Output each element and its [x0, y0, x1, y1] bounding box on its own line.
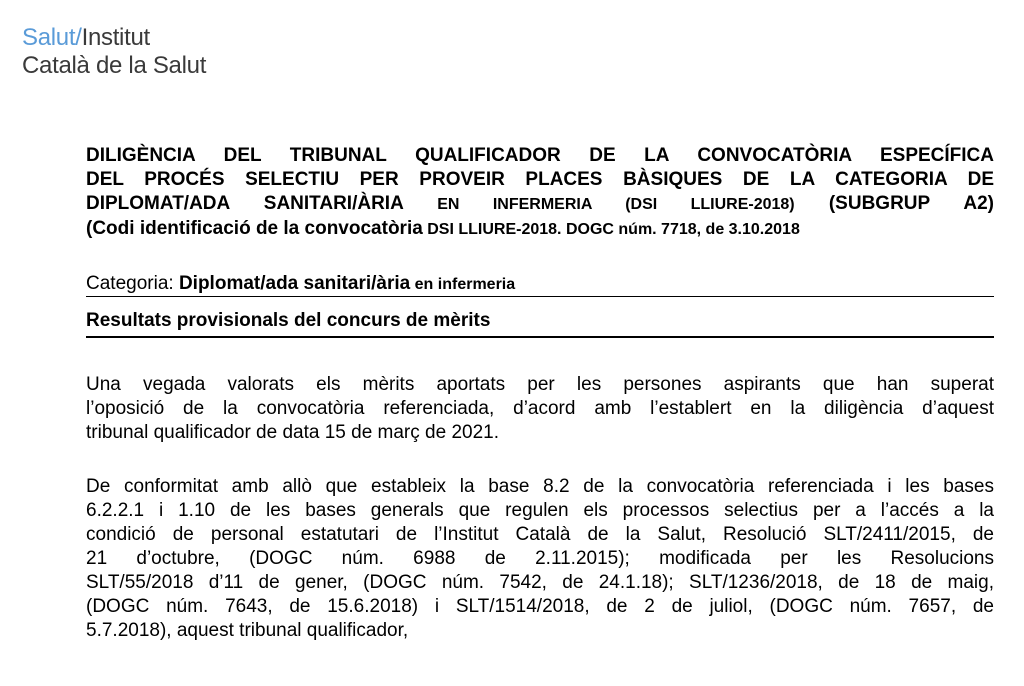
divider-bottom: [86, 336, 994, 338]
results-title: Resultats provisionals del concurs de mèrits: [86, 310, 491, 331]
institution-logo: [22, 24, 206, 80]
heading-line-3-category: DIPLOMAT/ADA SANITARI/ÀRIA: [86, 193, 404, 214]
paragraph-1-line: l’oposició de la convocatòria referenciada, d’acord amb l’establert en la diligència d’aquest: [86, 398, 994, 419]
document-heading: [86, 144, 994, 242]
heading-line-4: [86, 217, 994, 242]
heading-line-4-code: DSI LLIURE-2018. DOGC núm. 7718, de 3.10.2018: [422, 221, 800, 238]
logo-institut: Institut: [81, 24, 150, 51]
divider-top: [86, 296, 994, 297]
paragraph-2-line: condició de personal estatutari de l’Institut Català de la Salut, Resolució SLT/2411/2015, de: [86, 524, 994, 545]
paragraph-2-last-line: 5.7.2018), aquest tribunal qualificador,: [86, 620, 409, 641]
heading-line-4-label: (Codi identificació de la convocatòria: [86, 218, 423, 239]
logo-line-1: [22, 24, 206, 52]
heading-line-1: DILIGÈNCIA DEL TRIBUNAL QUALIFICADOR DE LA CONVOCATÒRIA ESPECÍFICA: [86, 145, 994, 166]
logo-salut: Salut/: [22, 24, 82, 51]
heading-line-3: [86, 192, 994, 217]
category-label: Categoria:: [86, 273, 179, 294]
paragraph-2-line: 6.2.2.1 i 1.10 de les bases generals que regulen els processos selectius per a l’accés a la: [86, 500, 994, 521]
paragraph-2-line: (DOGC núm. 7643, de 15.6.2018) i SLT/1514/2018, de 2 de juliol, (DOGC núm. 7657, de: [86, 596, 994, 617]
category-line: [86, 272, 515, 297]
heading-line-2: DEL PROCÉS SELECTIU PER PROVEIR PLACES BÀSIQUES DE LA CATEGORIA DE: [86, 169, 994, 190]
category-suffix: en infermeria: [410, 276, 516, 293]
heading-line-3-subgroup: (SUBGRUP A2): [794, 193, 994, 214]
paragraph-1: [86, 373, 994, 445]
paragraph-1-line: Una vegada valorats els mèrits aportats per les persones aspirants que han superat: [86, 374, 994, 395]
logo-line-2: Català de la Salut: [22, 52, 207, 79]
paragraph-2: [86, 475, 994, 643]
paragraph-1-last-line: tribunal qualificador de data 15 de març de 2021.: [86, 422, 499, 443]
category-value: Diplomat/ada sanitari/ària: [178, 273, 411, 294]
paragraph-2-line: 21 d’octubre, (DOGC núm. 6988 de 2.11.2015); modificada per les Resolucions: [86, 548, 994, 569]
heading-line-3-specialty: EN INFERMERIA (DSI LLIURE-2018): [403, 196, 795, 213]
paragraph-2-line: SLT/55/2018 d’11 de gener, (DOGC núm. 7542, de 24.1.18); SLT/1236/2018, de 18 de maig,: [86, 572, 994, 593]
paragraph-2-line: De conformitat amb allò que estableix la base 8.2 de la convocatòria referenciada i les bases: [86, 476, 994, 497]
